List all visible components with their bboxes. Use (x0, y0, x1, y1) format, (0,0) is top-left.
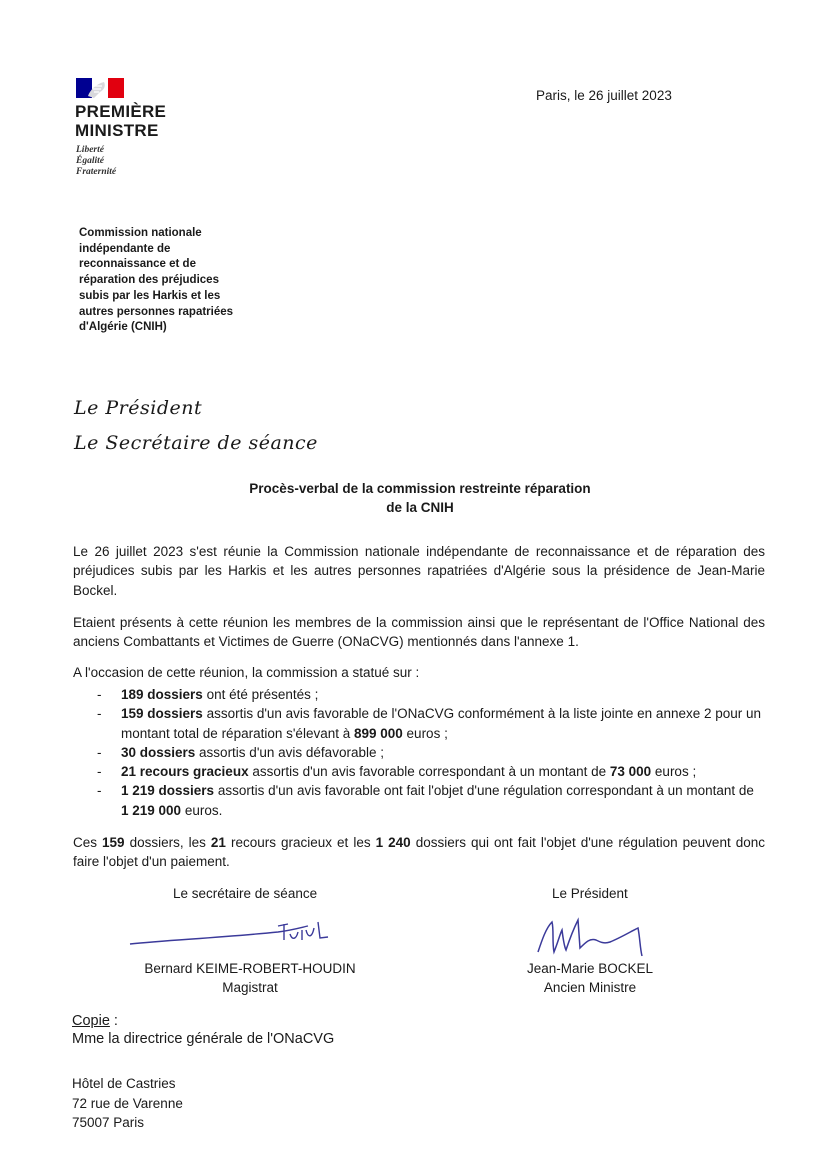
secretary-signature (128, 912, 348, 952)
list-item-text: assortis d'un avis favorable de l'ONaCVG conformément à la liste jointe en annexe 2 pour un montant total de réparation s'élevant à (121, 706, 762, 741)
list-item-text: assortis d'un avis favorable ont fait l'objet d'une régulation correspondant à un montant de (214, 783, 754, 799)
list-item-amount: 1 219 000 (121, 802, 182, 818)
list-item-bold: 159 dossiers (121, 706, 203, 722)
list-item-amount: 73 000 (609, 764, 652, 780)
list-item (73, 762, 773, 781)
decisions-list (73, 685, 773, 820)
list-item-text: assortis d'un avis favorable correspondant à un montant de (248, 764, 610, 780)
dash-bullet: - (97, 764, 102, 780)
copie-heading (72, 1013, 118, 1029)
paragraph-meeting: Le 26 juillet 2023 s'est réunie la Commission nationale indépendante de reconnaissance et de réparation des préjudices subis par les Harkis et les autres personnes rapatriées d'Algérie sous la présidence de Jean-Marie Bockel. (73, 544, 765, 598)
list-item (73, 743, 773, 762)
list-item-text: assortis d'un avis défavorable ; (195, 744, 384, 760)
list-item (73, 704, 773, 743)
stamp-president: Le Président (74, 397, 203, 419)
signature-right-block (500, 959, 680, 997)
brand-block (75, 102, 166, 140)
list-item-bold: 1 219 dossiers (121, 783, 215, 799)
list-item-text: ont été présentés ; (202, 687, 319, 702)
signature-right-label: Le Président (552, 886, 628, 901)
document-date: Paris, le 26 juillet 2023 (536, 88, 672, 103)
address-line-2: 72 rue de Varenne (72, 1095, 183, 1111)
list-item-bold: 30 dossiers (121, 744, 196, 760)
motto-fraternite: Fraternité (76, 167, 117, 177)
dash-bullet: - (97, 687, 102, 702)
brand-line-1: PREMIÈRE (75, 102, 167, 121)
dash-bullet: - (97, 744, 102, 760)
sender-block: Commission nationale indépendante de reconnaissance et de réparation des préjudices subis par les Harkis et les autres personnes rapatriées d'Algérie (CNIH) (79, 227, 234, 334)
secretary-title: Magistrat (222, 980, 278, 995)
paragraph-attendees: Etaient présents à cette réunion les membres de la commission ainsi que le représentant de l'Office National des anciens Combattants et Victimes de Guerre (ONaCVG) mentionnés dans l'annexe 1. (73, 615, 765, 650)
title-line-2: de la CNIH (386, 500, 454, 515)
marianne-logo (76, 78, 124, 98)
list-item-amount: 899 000 (353, 725, 403, 741)
title-line-1: Procès-verbal de la commission restreinte réparation (249, 481, 591, 496)
signature-left-label: Le secrétaire de séance (173, 886, 318, 901)
republic-flag-icon (76, 78, 124, 98)
list-item-text: euros ; (402, 725, 448, 741)
president-name: Jean-Marie BOCKEL (526, 961, 654, 976)
president-signature (530, 912, 660, 960)
document-title (180, 479, 660, 517)
motto-liberte: Liberté (76, 145, 104, 155)
paragraph-intro: A l'occasion de cette réunion, la commission a statué sur : (73, 665, 420, 680)
dash-bullet: - (97, 783, 102, 799)
list-item (73, 781, 773, 820)
address-line-1: Hôtel de Castries (72, 1076, 176, 1091)
list-item (73, 685, 773, 704)
signature-left-block (130, 959, 370, 997)
address-block (72, 1074, 183, 1133)
list-item-bold: 21 recours gracieux (121, 764, 249, 780)
paragraph-conclusion: Ces 159 dossiers, les 21 recours gracieux et les 1 240 dossiers qui ont fait l'objet d'une régulation peuvent donc faire l'objet d'un paiement. (73, 835, 765, 870)
stamp-secretaire: Le Secrétaire de séance (74, 432, 318, 454)
republic-motto (76, 145, 116, 178)
motto-egalite: Égalité (76, 156, 104, 166)
copie-label: Copie (72, 1013, 110, 1029)
secretary-name: Bernard KEIME-ROBERT-HOUDIN (144, 961, 356, 976)
copie-recipient: Mme la directrice générale de l'ONaCVG (72, 1031, 335, 1047)
list-item-text: euros ; (651, 764, 697, 780)
list-item-bold: 189 dossiers (121, 687, 203, 702)
list-item-text: euros. (181, 802, 223, 818)
dash-bullet: - (97, 706, 102, 722)
copie-colon: : (109, 1013, 118, 1029)
president-title: Ancien Ministre (543, 980, 637, 995)
brand-line-2: MINISTRE (75, 121, 159, 140)
address-line-3: 75007 Paris (72, 1115, 145, 1131)
